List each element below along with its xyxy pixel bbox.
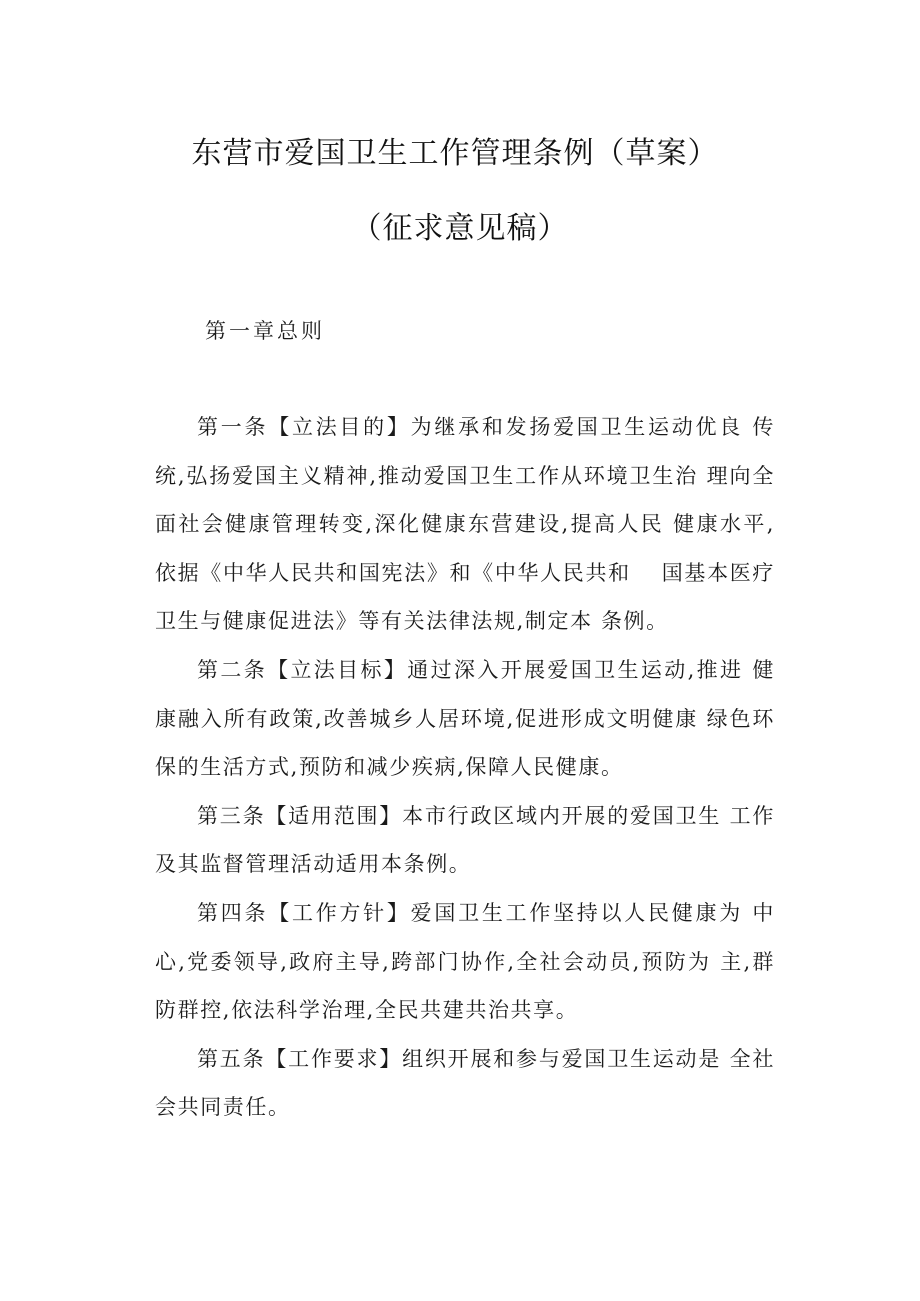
article-5: 第五条【工作要求】组织开展和参与爱国卫生运动是 全社会共同责任。 (155, 1046, 775, 1120)
article-4: 第四条【工作方针】爱国卫生工作坚持以人民健康为 中心,党委领导,政府主导,跨部门协作,全社会动员,预防为 主,群防群控,依法科学治理,全民共建共治共享。 (155, 900, 775, 1023)
document-body (155, 403, 775, 1132)
article-1: 第一条【立法目的】为继承和发扬爱国卫生运动优良 传统,弘扬爱国主义精神,推动爱国卫生工作从环境卫生治 理向全面社会健康管理转变,深化健康东营建设,提高人民 健康水平,依据《中华人民共和国宪法》和《中华人民共和 国基本医疗卫生与健康促进法》等有关法律法规,制定本 条例。 (155, 415, 775, 634)
chapter-heading: 第一章总则 (205, 319, 325, 343)
document-title: 东营市爱国卫生工作管理条例（草案） (191, 136, 719, 171)
article-2: 第二条【立法目标】通过深入开展爱国卫生运动,推进 健康融入所有政策,改善城乡人居环境,促进形成文明健康 绿色环保的生活方式,预防和减少疾病,保障人民健康。 (155, 657, 775, 780)
article-3: 第三条【适用范围】本市行政区域内开展的爱国卫生 工作及其监督管理活动适用本条例。 (155, 803, 775, 877)
document-subtitle: （征求意见稿） (351, 211, 569, 246)
